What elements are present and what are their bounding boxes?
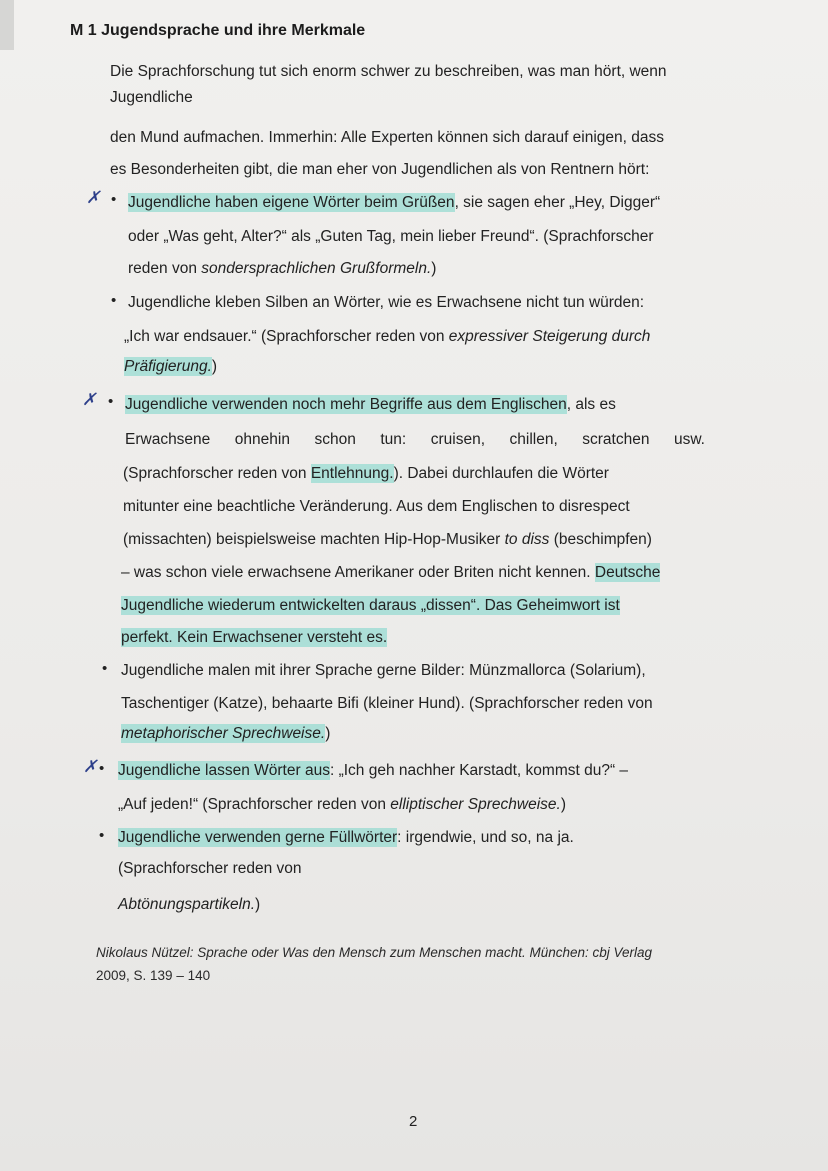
highlight: Jugendliche verwenden noch mehr Begriffe aus dem Englischen: [125, 396, 567, 413]
bullet-4-line-2: Taschentiger (Katze), behaarte Bifi (kleiner Hund). (Sprachforscher reden von: [121, 695, 653, 712]
highlight: Jugendliche haben eigene Wörter beim Grüßen: [128, 194, 455, 211]
bullet-6-line-1: Jugendliche verwenden gerne Füllwörter: irgendwie, und so, na ja.: [118, 829, 574, 846]
bullet-5-line-1: Jugendliche lassen Wörter aus: „Ich geh nachher Karstadt, kommst du?“ –: [118, 762, 629, 779]
bullet-3: •: [108, 393, 114, 410]
pen-cross-mark-2: ✗: [82, 390, 97, 409]
page-number: 2: [409, 1113, 418, 1130]
bullet-1: •: [111, 191, 117, 208]
bullet-3-line-2: Erwachsene ohnehin schon tun: cruisen, chillen, scratchen usw.: [125, 431, 705, 448]
bullet-2-line-2: „Ich war endsauer.“ (Sprachforscher reden von expressiver Steigerung durch: [124, 328, 651, 345]
pen-cross-mark-3: ✗: [83, 757, 98, 776]
bullet-4-line-3: metaphorischer Sprechweise.): [121, 725, 331, 742]
bullet-6: •: [99, 827, 105, 844]
bullet-4: •: [102, 660, 108, 677]
pen-cross-mark-1: ✗: [86, 188, 101, 207]
bullet-6-line-2: (Sprachforscher reden von: [118, 860, 302, 877]
bullet-5-line-2: „Auf jeden!“ (Sprachforscher reden von elliptischer Sprechweise.): [118, 796, 566, 813]
highlight: Jugendliche verwenden gerne Füllwörter: [118, 829, 398, 846]
bullet-6-line-3: Abtönungspartikeln.): [118, 896, 261, 913]
bullet-3-line-6: – was schon viele erwachsene Amerikaner oder Briten nicht kennen. Deutsche: [121, 564, 661, 581]
bullet-5: •: [99, 760, 105, 777]
bullet-3-line-4: mitunter eine beachtliche Veränderung. Aus dem Englischen to disrespect: [123, 498, 630, 515]
bullet-1-line-3: reden von sondersprachlichen Grußformeln.): [128, 260, 437, 277]
bullet-3-line-7: Jugendliche wiederum entwickelten daraus „dissen“. Das Geheimwort ist: [121, 597, 620, 614]
bullet-1-line-2: oder „Was geht, Alter?“ als „Guten Tag, mein lieber Freund“. (Sprachforscher: [128, 228, 654, 245]
bullet-3-line-1: Jugendliche verwenden noch mehr Begriffe aus dem Englischen, als es: [125, 396, 616, 413]
source-citation-line-2: 2009, S. 139 – 140: [96, 968, 211, 983]
bullet-2-line-3: Präfigierung.): [124, 358, 218, 375]
bullet-2-line-1: Jugendliche kleben Silben an Wörter, wie es Erwachsene nicht tun würden:: [128, 294, 645, 311]
intro-line-2: Jugendliche: [110, 89, 193, 106]
intro-line-1: Die Sprachforschung tut sich enorm schwer zu beschreiben, was man hört, wenn: [110, 63, 667, 80]
highlight: Jugendliche lassen Wörter aus: [118, 762, 330, 779]
bullet-3-line-8: perfekt. Kein Erwachsener versteht es.: [121, 629, 388, 646]
document-title: M 1 Jugendsprache und ihre Merkmale: [70, 22, 366, 39]
page-edge-shadow: [0, 0, 14, 50]
bullet-3-line-5: (missachten) beispielsweise machten Hip-Hop-Musiker to diss (beschimpfen): [123, 531, 652, 548]
bullet-2: •: [111, 292, 117, 309]
source-citation-line-1: Nikolaus Nützel: Sprache oder Was den Mensch zum Menschen macht. München: cbj Verlag: [96, 945, 653, 960]
bullet-4-line-1: Jugendliche malen mit ihrer Sprache gerne Bilder: Münzmallorca (Solarium),: [121, 662, 646, 679]
intro-line-3: den Mund aufmachen. Immerhin: Alle Experten können sich darauf einigen, dass: [110, 129, 665, 146]
bullet-3-line-3: (Sprachforscher reden von Entlehnung.). Dabei durchlaufen die Wörter: [123, 465, 609, 482]
bullet-1-line-1: Jugendliche haben eigene Wörter beim Grüßen, sie sagen eher „Hey, Digger“: [128, 194, 661, 211]
intro-line-4: es Besonderheiten gibt, die man eher von Jugendlichen als von Rentnern hört:: [110, 161, 650, 178]
